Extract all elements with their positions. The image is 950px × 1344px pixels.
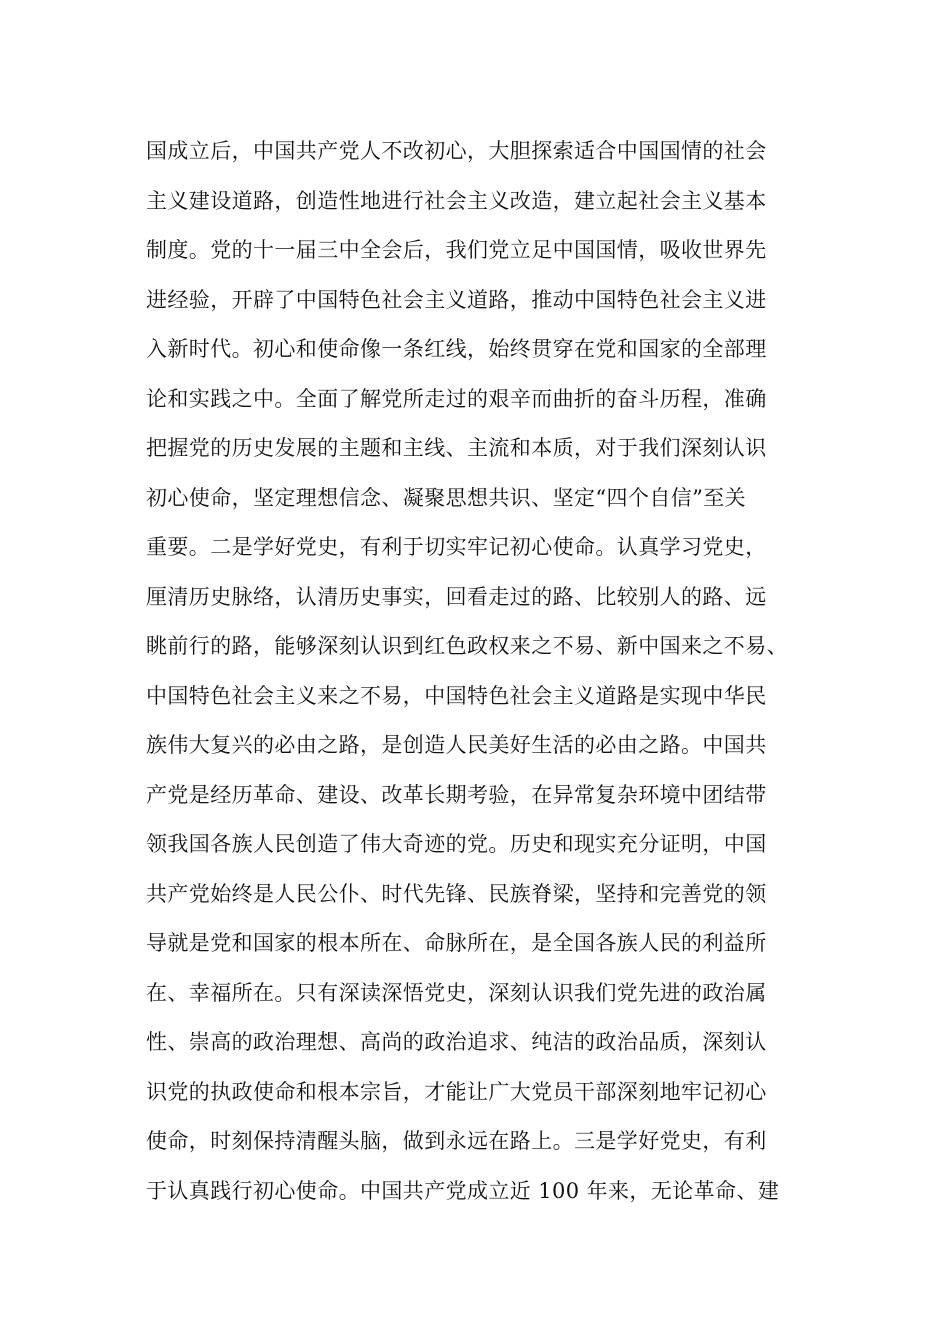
text-line: 制度。党的十一届三中全会后，我们党立足中国国情，吸收世界先 [146,238,767,262]
text-line: 识党的执政使命和根本宗旨，才能让广大党员干部深刻地牢记初心 [146,1079,767,1104]
text-line: 进经验，开辟了中国特色社会主义道路，推动中国特色社会主义进 [146,287,767,312]
text-line: 重要。二是学好党史，有利于切实牢记初心使命。认真学习党史， [146,535,767,559]
text-line: 把握党的历史发展的主题和主线、主流和本质，对于我们深刻认识 [146,436,767,460]
text-line: 中国特色社会主义来之不易，中国特色社会主义道路是实现中华民 [146,683,767,708]
text-line: 主义建设道路，创造性地进行社会主义改造，建立起社会主义基本 [146,188,767,213]
text-line: 厘清历史脉络，认清历史事实，回看走过的路、比较别人的路、远 [146,584,767,609]
text-line: 于认真践行初心使命。中国共产党成立近 100 年来，无论革命、建 [146,1178,780,1203]
text-line: 在、幸福所在。只有深读深悟党史，深刻认识我们党先进的政治属 [146,980,767,1005]
text-line: 使命，时刻保持清醒头脑，做到永远在路上。三是学好党史，有利 [146,1129,767,1153]
text-line: 初心使命，坚定理想信念、凝聚思想共识、坚定“四个自信”至关 [146,485,747,510]
text-line: 共产党始终是人民公仆、时代先锋、民族脊梁，坚持和完善党的领 [146,881,767,906]
text-line: 入新时代。初心和使命像一条红线，始终贯穿在党和国家的全部理 [146,337,767,361]
body-text [146,127,826,1216]
text-line: 族伟大复兴的必由之路，是创造人民美好生活的必由之路。中国共 [146,733,767,757]
text-line: 产党是经历革命、建设、改革长期考验，在异常复杂环境中团结带 [146,782,767,807]
text-line: 导就是党和国家的根本所在、命脉所在，是全国各族人民的利益所 [146,931,767,955]
text-line: 国成立后，中国共产党人不改初心，大胆探索适合中国国情的社会 [146,139,767,163]
text-line: 性、崇高的政治理想、高尚的政治追求、纯洁的政治品质，深刻认 [146,1030,767,1054]
text-line: 领我国各族人民创造了伟大奇迹的党。历史和现实充分证明，中国 [146,832,767,856]
text-line: 眺前行的路，能够深刻认识到红色政权来之不易、新中国来之不易、 [146,634,788,658]
text-line: 论和实践之中。全面了解党所走过的艰辛而曲折的奋斗历程，准确 [146,386,767,411]
